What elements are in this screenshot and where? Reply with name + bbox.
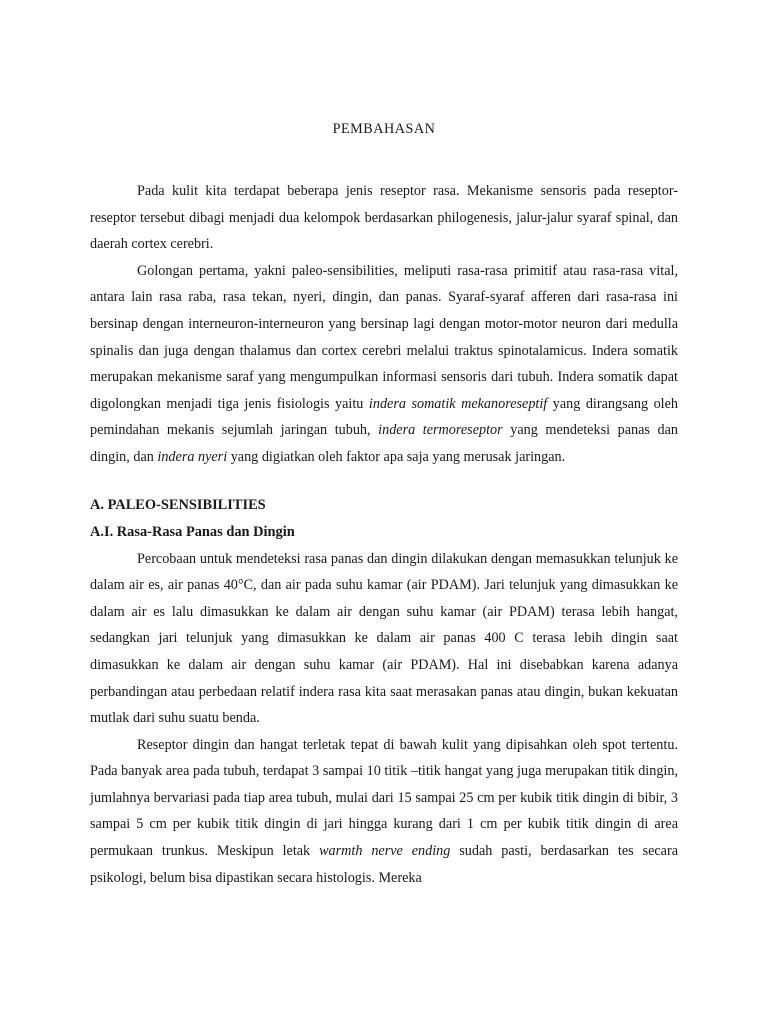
section-p2-text-2: sudah pasti, berdasarkan tes secara psikologi, belum bisa dipastikan secara histologis. Mereka [90, 843, 679, 886]
intro-p2-italic-2: indera termoreseptor [378, 422, 503, 439]
page-title: PEMBAHASAN [332, 121, 436, 137]
intro-p2-text-1: Golongan pertama, yakni paleo-sensibilities, meliputi rasa-rasa primitif atau rasa-rasa vital, antara lain rasa raba, rasa tekan, nyeri, dingin, dan panas. Syaraf-syaraf afferen dari rasa-rasa ini bersinap dengan interneuron-interneuron yang bersinap lagi dengan motor-motor neuron dari medulla spinalis dan juga dengan thalamus dan cortex cerebri melalui traktus spinotalamicus. Indera somatik merupakan mekanisme saraf yang mengumpulkan informasi sensoris dari tubuh. Indera somatik dapat digolongkan menjadi tiga jenis fisiologis yaitu [90, 262, 678, 412]
section-p2-italic-1: warmth nerve ending [319, 843, 451, 860]
section-heading: A. PALEO-SENSIBILITIES [90, 496, 266, 513]
subsection-heading: A.I. Rasa-Rasa Panas dan Dingin [90, 523, 295, 540]
intro-p2-italic-3: indera nyeri [157, 448, 228, 465]
document-body [90, 116, 678, 891]
intro-p2-italic-1: indera somatik mekanoreseptif [368, 395, 548, 412]
intro-p2-text-4: yang digiatkan oleh faktor apa saja yang merusak jaringan. [227, 448, 566, 465]
section-paragraph-2 [90, 732, 678, 892]
intro-p2-text-3: yang mendeteksi panas dan dingin, dan [90, 422, 679, 465]
intro-p2-text-2: yang dirangsang oleh pemindahan mekanis sejumlah jaringan tubuh, [90, 395, 679, 439]
intro-paragraph-2 [90, 258, 678, 471]
section-paragraph-1: Percobaan untuk mendeteksi rasa panas dan dingin dilakukan dengan memasukkan telunjuk ke dalam air es, air panas 40°C, dan air pada suhu kamar (air PDAM). Jari telunjuk yang dimasukkan ke dalam air es lalu dimasukkan ke dalam air dengan suhu kamar (air PDAM) terasa lebih hangat, sedangkan jari telunjuk yang dimasukkan ke dalam air panas 400 C terasa lebih dingin saat dimasukkan ke dalam air dengan suhu kamar (air PDAM). Hal ini disebabkan karena adanya perbandingan atau perbedaan relatif indera rasa kita saat merasakan panas atau dingin, bukan kekuatan mutlak dari suhu suatu benda. [90, 550, 678, 727]
section-p2-text-1: Reseptor dingin dan hangat terletak tepat di bawah kulit yang dipisahkan oleh spot tertentu. Pada banyak area pada tubuh, terdapat 3 sampai 10 titik –titik hangat yang juga merupakan titik dingin, jumlahnya bervariasi pada tiap area tubuh, mulai dari 15 sampai 25 cm per kubik titik dingin di bibir, 3 sampai 5 cm per kubik titik dingin di jari hingga kurang dari 1 cm per kubik titik dingin di area permukaan trunkus. Meskipun letak [90, 736, 678, 860]
intro-paragraph-1: Pada kulit kita terdapat beberapa jenis reseptor rasa. Mekanisme sensoris pada reseptor-reseptor tersebut dibagi menjadi dua kelompok berdasarkan philogenesis, jalur-jalur syaraf spinal, dan daerah cortex cerebri. [90, 183, 678, 253]
